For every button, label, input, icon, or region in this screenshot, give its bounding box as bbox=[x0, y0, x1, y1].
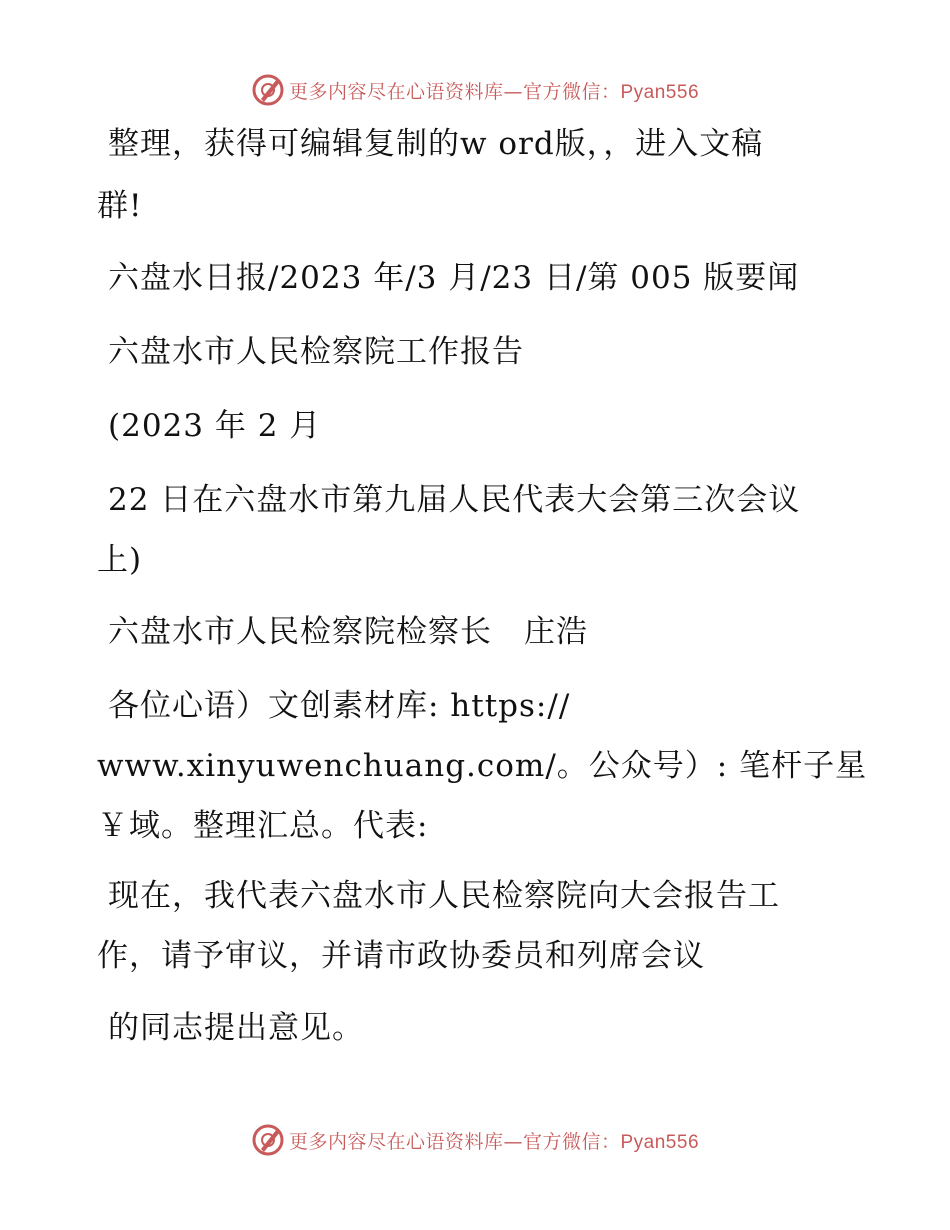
text-line-9: 各位心语）文创素材库: https:// bbox=[108, 688, 571, 724]
text-line-5: (2023 年 2 月 bbox=[108, 408, 322, 444]
watermark-text: 更多内容尽在心语资料库—官方微信：Pyan556 bbox=[288, 80, 700, 103]
text-line-11: ￥域。整理汇总。代表: bbox=[97, 808, 429, 844]
text-line-6: 22 日在六盘水市第九届人民代表大会第三次会议 bbox=[108, 482, 801, 518]
footer-watermark bbox=[0, 1120, 950, 1160]
text-line-7: 上) bbox=[97, 542, 143, 578]
document-title: 六盘水市人民检察院工作报告 bbox=[108, 334, 524, 370]
text-line-14: 的同志提出意见。 bbox=[108, 1010, 364, 1046]
text-line-2: 群! bbox=[97, 188, 143, 224]
text-line-13: 作，请予审议，并请市政协委员和列席会议 bbox=[97, 938, 705, 974]
text-line-12: 现在，我代表六盘水市人民检察院向大会报告工 bbox=[108, 878, 780, 914]
text-line-3: 六盘水日报/2023 年/3 月/23 日/第 005 版要闻 bbox=[108, 260, 800, 296]
watermark-wechat-id: Pyan556 bbox=[620, 1131, 700, 1153]
pen-logo-icon bbox=[251, 73, 285, 107]
text-line-1: 整理，获得可编辑复制的w ord版，，进入文稿 bbox=[108, 126, 764, 162]
header-watermark bbox=[0, 70, 950, 110]
pen-logo-icon bbox=[251, 1123, 285, 1157]
watermark-wechat-id: Pyan556 bbox=[620, 81, 700, 103]
watermark-text: 更多内容尽在心语资料库—官方微信：Pyan556 bbox=[288, 1130, 700, 1153]
author-line: 六盘水市人民检察院检察长 庄浩 bbox=[108, 614, 588, 650]
text-line-10: www.xinyuwenchuang.com/。公众号）: 笔杆子星 bbox=[97, 748, 868, 784]
